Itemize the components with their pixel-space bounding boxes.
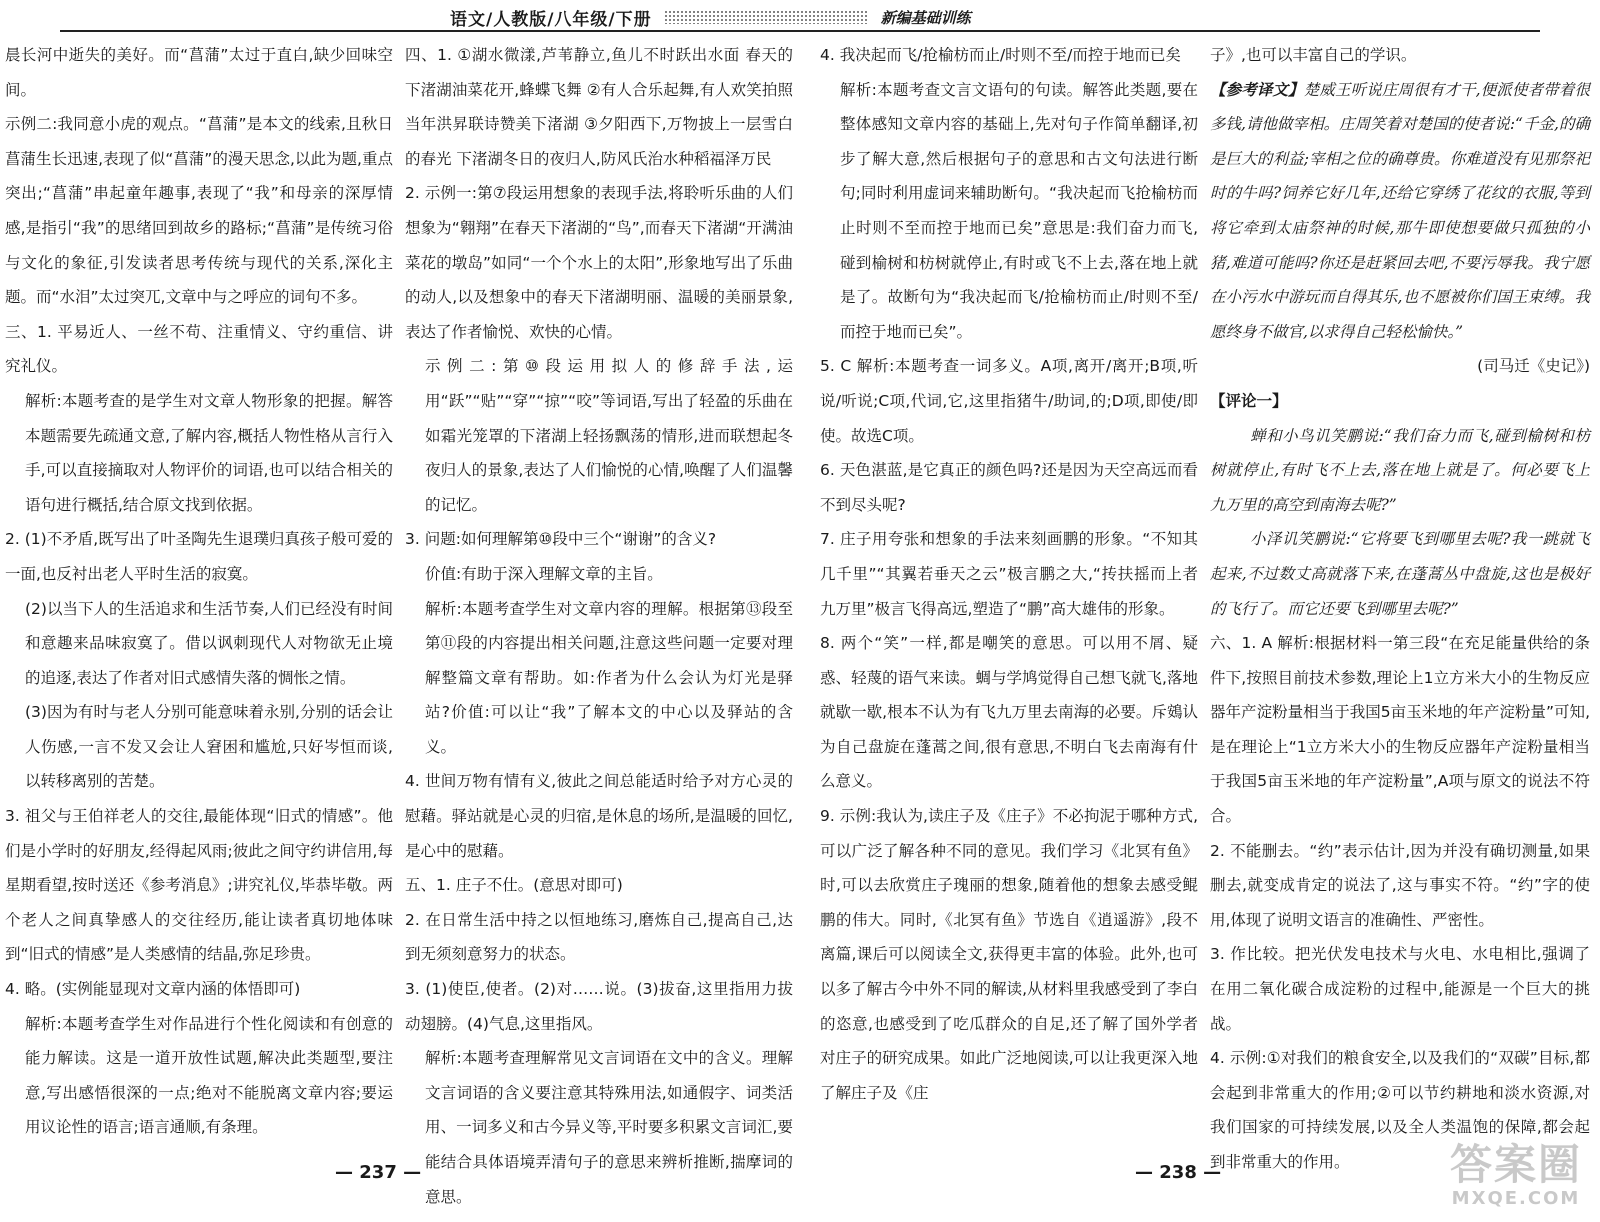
paragraph: 价值:有助于深入理解文章的主旨。 <box>425 564 663 583</box>
paragraph: 4. 略。(实例能显现对文章内涵的体悟即可) <box>5 980 301 999</box>
paragraph: 3. (1)使臣,使者。(2)对……说。(3)拔奋,这里指用力拔动翅膀。(4)气息,这里指风。 <box>405 980 793 1033</box>
translation-source: (司马迁《史记》) <box>1477 357 1590 376</box>
paragraph: 五、1. 庄子不仕。(意思对即可) <box>405 876 623 895</box>
paragraph: 解析:本题考查学生对作品进行个性化阅读和有创意的能力解读。这是一道开放性试题,解决此类题型,要注意,写出感悟很深的一点;绝对不能脱离文章内容;要运用议论性的语言;语言通顺,有条理。 <box>25 1014 393 1137</box>
comment-label: 【评论一】 <box>1210 391 1288 410</box>
paragraph: 9. 示例:我认为,读庄子及《庄子》不必拘泥于哪种方式,可以广泛了解各种不同的意见。我们学习《北冥有鱼》时,可以去欣赏庄子瑰丽的想象,随着他的想象去感受鲲鹏的伟大。同时,《北冥有鱼》节选自《逍遥游》,段不离篇,课后可以阅读全文,获得更丰富的体验。此外,也可以多了解古今中外不同的解读,从材料里我感受到了李白的恣意,也感受到了吃瓜群众的自足,还了解了国外学者对庄子的研究成果。如此广泛地阅读,可以让我更深入地了解庄子及《庄 <box>820 807 1198 1102</box>
watermark-url: MXQE.COM <box>1451 1187 1581 1209</box>
header-brand: 新编基础训练 <box>880 8 971 27</box>
paragraph: 示例二:第⑩段运用拟人的修辞手法,运用“跃”“贴”“穿”“掠”“咬”等词语,写出了轻盈的乐曲在如霜光笼罩的下渚湖上轻扬飘荡的情形,进而联想起冬夜归人的景象,表达了人们愉悦的心情,唤醒了人们温馨的记忆。 <box>425 357 793 514</box>
comment-paragraph: 蝉和小鸟讥笑鹏说:“我们奋力而飞,碰到榆树和枋树就停止,有时飞不上去,落在地上就是了。何必要飞上九万里的高空到南海去呢?” <box>1210 426 1590 514</box>
page-number-right: — 238 — <box>1135 1162 1222 1183</box>
watermark-logo: 答案圈 <box>1449 1139 1582 1189</box>
comment-paragraph: 小泽讥笑鹏说:“它将要飞到哪里去呢?我一跳就飞起来,不过数丈高就落下来,在蓬蒿丛中盘旋,这也是极好的飞行了。而它还要飞到哪里去呢?” <box>1210 530 1590 618</box>
paragraph: 4. 我决起而飞/抢榆枋而止/时则不至/而控于地而已矣 <box>820 46 1181 64</box>
column-1 <box>5 38 393 1158</box>
column-3 <box>820 38 1198 1158</box>
paragraph: 四、1. ①湖水微漾,芦苇静立,鱼儿不时跃出水面 春天的下渚湖油菜花开,蜂蝶飞舞 ②有人合乐起舞,有人欢笑拍照 当年洪昇联诗赞美下渚湖 ③夕阳西下,万物披上一层雪白的春光 下渚湖冬日的夜归人,防风氏治水种稻福泽万民 <box>405 46 793 168</box>
paragraph: 3. 祖父与王伯祥老人的交往,最能体现“旧式的情感”。他们是小学时的好朋友,经得起风雨;彼此之间守约讲信用,每星期看望,按时送还《参考消息》;讲究礼仪,毕恭毕敬。两个老人之间真挚感人的交往经历,能让读者真切地体味到“旧式的情感”是人类感情的结晶,弥足珍贵。 <box>5 807 393 964</box>
paragraph: 子》,也可以丰富自己的学识。 <box>1210 46 1417 64</box>
header-rule <box>60 30 1540 32</box>
paragraph: 解析:本题考查学生对文章内容的理解。根据第⑬段至第⑪段的内容提出相关问题,注意这些问题一定要对理解整篇文章有帮助。如:作者为什么会认为灯光是驿站?价值:可以让“我”了解本文的中心以及驿站的含义。 <box>425 599 793 756</box>
watermark <box>1446 1136 1586 1214</box>
paragraph: 2. 在日常生活中持之以恒地练习,磨炼自己,提高自己,达到无须刻意努力的状态。 <box>405 910 793 964</box>
paragraph: 3. 作比较。把光伏发电技术与火电、水电相比,强调了在用二氧化碳合成淀粉的过程中,能源是一个巨大的挑战。 <box>1210 945 1590 1033</box>
paragraph: 解析:本题考查的是学生对文章人物形象的把握。解答本题需要先疏通文意,了解内容,概括人物性格从言行入手,可以直接摘取对人物评价的词语,也可以结合相关的语句进行概括,结合原文找到依据。 <box>25 391 393 514</box>
header-dot-pattern <box>664 10 869 24</box>
translation-paragraph <box>1210 73 1590 350</box>
header-title: 语文/人教版/八年级/下册 <box>450 9 652 30</box>
paragraph: 3. 问题:如何理解第⑩段中三个“谢谢”的含义? <box>405 530 717 549</box>
paragraph: 4. 世间万物有情有义,彼此之间总能适时给予对方心灵的慰藉。驿站就是心灵的归宿,是休息的场所,是温暖的回忆,是心中的慰藉。 <box>405 772 793 860</box>
paragraph: 六、1. A 解析:根据材料一第三段“在充足能量供给的条件下,按照目前技术参数,理论上1立方米大小的生物反应器年产淀粉量相当于我国5亩玉米地的年产淀粉量”可知,是在理论上“1立方米大小的生物反应器年产淀粉量相当于我国5亩玉米地的年产淀粉量”,A项与原文的说法不符合。 <box>1210 634 1590 826</box>
paragraph: 2. 示例一:第⑦段运用想象的表现手法,将聆听乐曲的人们想象为“翱翔”在春天下渚湖的“鸟”,而春天下渚湖“开满油菜花的墩岛”如同“一个个水上的太阳”,形象地写出了乐曲的动人,以及想象中的春天下渚湖明丽、温暖的美丽景象,表达了作者愉悦、欢快的心情。 <box>405 184 793 341</box>
page-number-left: — 237 — <box>335 1162 422 1183</box>
paragraph: 5. C 解析:本题考查一词多义。A项,离开/离开;B项,听说/听说;C项,代词,它,这里指猪牛/助词,的;D项,即使/即使。故选C项。 <box>820 357 1198 445</box>
paragraph: 7. 庄子用夸张和想象的手法来刻画鹏的形象。“不知其几千里”“其翼若垂天之云”极言鹏之大,“抟扶摇而上者九万里”极言飞得高远,塑造了“鹏”高大雄伟的形象。 <box>820 530 1198 618</box>
translation-label: 【参考译文】 <box>1210 79 1304 99</box>
paragraph: (3)因为有时与老人分别可能意味着永别,分别的话会让人伤感,一言不发又会让人窘困和尴尬,只好岑恒而谈,以转移离别的苦楚。 <box>25 703 393 791</box>
column-2 <box>405 38 793 1206</box>
page-header <box>60 4 1060 30</box>
paragraph: 8. 两个“笑”一样,都是嘲笑的意思。可以用不屑、疑惑、轻蔑的语气来读。蜩与学鸠觉得自己想飞就飞,落地就歇一歇,根本不认为有飞九万里去南海的必要。斥鴳认为自己盘旋在蓬蒿之间,很有意思,不明白飞去南海有什么意义。 <box>820 634 1198 791</box>
paragraph: 6. 天色湛蓝,是它真正的颜色吗?还是因为天空高远而看不到尽头呢? <box>820 461 1198 514</box>
paragraph: 晨长河中逝失的美好。而“菖蒲”太过于直白,缺少回味空间。 <box>5 46 393 99</box>
paragraph: 2. (1)不矛盾,既写出了叶圣陶先生退璞归真孩子般可爱的一面,也反衬出老人平时生活的寂寞。 <box>5 530 393 583</box>
paragraph: 4. 示例:①对我们的粮食安全,以及我们的“双碳”目标,都会起到非常重大的作用;②可以节约耕地和淡水资源,对我们国家的可持续发展,以及全人类温饱的保障,都会起到非常重大的作用。 <box>1210 1049 1590 1171</box>
paragraph: 解析:本题考查理解常见文言词语在文中的含义。理解文言词语的含义要注意其特殊用法,如通假字、词类活用、一词多义和古今异义等,平时要多积累文言词汇,要能结合具体语境弄清句子的意思来辨析推断,揣摩词的意思。 <box>425 1049 793 1206</box>
paragraph: (2)以当下人的生活追求和生活节奏,人们已经没有时间和意趣来品味寂寞了。借以讽刺现代人对物欲无止境的追逐,表达了作者对旧式感情失落的惆怅之情。 <box>25 599 393 687</box>
paragraph: 示例二:我同意小虎的观点。“菖蒲”是本文的线索,且秋日菖蒲生长迅速,表现了似“菖蒲”的漫天思念,以此为题,重点突出;“菖蒲”串起童年趣事,表现了“我”和母亲的深厚情感,是指引“我”的思绪回到故乡的路标;“菖蒲”是传统习俗与文化的象征,引发读者思考传统与现代的关系,深化主题。而“水泪”太过突兀,文章中与之呼应的词句不多。 <box>5 115 393 307</box>
paragraph: 2. 不能删去。“约”表示估计,因为并没有确切测量,如果删去,就变成肯定的说法了,这与事实不符。“约”字的使用,体现了说明文语言的准确性、严密性。 <box>1210 841 1590 929</box>
paragraph: 三、1. 平易近人、一丝不苟、注重情义、守约重信、讲究礼仪。 <box>5 322 393 376</box>
translation-text: 楚威王听说庄周很有才干,便派使者带着很多钱,请他做宰相。庄周笑着对楚国的使者说:“千金,的确是巨大的利益;宰相之位的确尊贵。你难道没有见那祭祀时的牛吗?饲养它好几年,还给它穿绣了花纹的衣服,等到将它牵到太庙祭神的时候,那牛即使想要做只孤独的小猪,难道可能吗?你还是赶紧回去吧,不要污辱我。我宁愿在小污水中游玩而自得其乐,也不愿被你们国王束缚。我愿终身不做官,以求得自己轻松愉快。” <box>1210 80 1590 341</box>
paragraph: 解析:本题考查文言文语句的句读。解答此类题,要在整体感知文章内容的基础上,先对句子作简单翻译,初步了解大意,然后根据句子的意思和古文句法进行断句;同时利用虚词来辅助断句。“我决起而飞抢榆枋而止时则不至而控于地而已矣”意思是:我们奋力而飞,碰到榆树和枋树就停止,有时或飞不上去,落在地上就是了。故断句为“我决起而飞/抢榆枋而止/时则不至/而控于地而已矣”。 <box>840 80 1198 341</box>
